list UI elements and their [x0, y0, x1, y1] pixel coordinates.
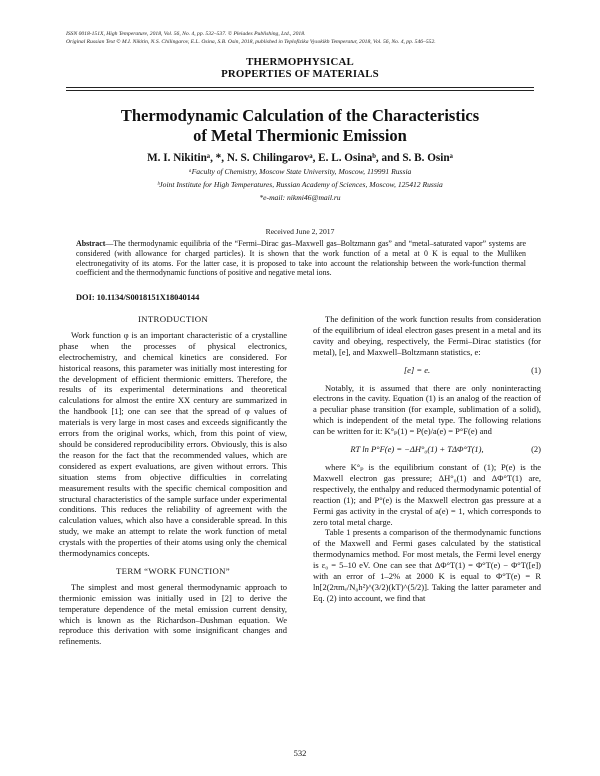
abstract	[76, 239, 526, 278]
where-paragraph: where K°ₚ is the equilibrium constant of (1); P(e) is the Maxwell electron gas pressure; ΔH°₀(1) and ΔΦ°T(1) are, respectively, the enthalpy and reduced thermodynamic potential of reaction (1); and P°(e) is the Maxwell electron gas pressure at a Fermi gas activity in the crystal of a(e) = 1, which corresponds to zero total metal charge.	[313, 461, 541, 527]
table-paragraph: Table 1 presents a comparison of the thermodynamic functions of the Maxwell and Fermi gases calculated by the statistical thermodynamics method. For most metals, the Fermi level energy is ε₀ = 5–10 eV. One can see that ΔΦ°T(1) = Φ°T(e) − Φ°T([e]) with an error of 1–2% at 2000 K is equal to Φ°T(e) = R ln[2(2πmₑ/N₀h²)^(3/2)(kT)^(5/2)]. Taking the latter parameter and Eq. (2) into account, we find that	[313, 527, 541, 603]
affiliation-b: ᵇJoint Institute for High Temperatures, Russian Academy of Sciences, Moscow, 125412 Russia	[157, 180, 443, 189]
section-title-line2: PROPERTIES OF MATERIALS	[221, 67, 379, 80]
paper-title-line2: of Metal Thermionic Emission	[193, 126, 407, 145]
work-function-paragraph: The simplest and most general thermodynamic approach to thermionic emission was initially used in [2] to derive the temperature dependence of the metal emission current density, which is known as the Richardson–Dushman equation. We reproduce this derivation with some insignificant changes and refinements.	[59, 581, 287, 647]
section-rule-bottom	[66, 90, 534, 91]
journal-header-line1: ISSN 0018-151X, High Temperature, 2018, Vol. 56, No. 4, pp. 532–537. © Pleiades Publishing, Ltd., 2018.	[66, 31, 306, 37]
section-title	[0, 57, 600, 80]
equation-1-number: (1)	[531, 364, 541, 375]
equation-1-body: [e] = e.	[403, 364, 431, 375]
journal-header-line2: Original Russian Text © M.I. Nikitin, N.S. Chilingarov, E.L. Osina, S.B. Osin, 2018, published in Teplofizika Vysokikh Temperatur, 2018, Vol. 56, No. 4, pp. 546–552.	[66, 39, 436, 45]
affiliation-a: ᵃFaculty of Chemistry, Moscow State University, Moscow, 119991 Russia	[188, 167, 412, 176]
heading-introduction: INTRODUCTION	[137, 314, 209, 324]
page-number: 532	[293, 748, 307, 758]
paper-title-line1: Thermodynamic Calculation of the Characteristics	[120, 106, 480, 125]
equation-2	[313, 444, 541, 455]
equation-1	[313, 365, 541, 376]
heading-work-function: TERM “WORK FUNCTION”	[116, 565, 230, 576]
equation-2-number: (2)	[531, 444, 541, 455]
equation-2-body: RT ln P°F(e) = −ΔH°₀(1) + TΔΦ°T(1),	[350, 444, 484, 455]
paper-title	[0, 106, 600, 146]
authors: M. I. Nikitinᵃ, *, N. S. Chilingarovᵃ, E. L. Osinaᵇ, and S. B. Osinᵃ	[147, 152, 453, 164]
left-column	[59, 314, 287, 647]
assumption-paragraph: Notably, it is assumed that there are only noninteracting electrons in the cavity. Equation (1) is an analog of the reaction of a peculiar phase transition (for example, sublimation of a solid), which is independent of the metal type. The following relations can be written for it: K°ₚ(1) = P(e)/a(e) = P°F(e) and	[313, 382, 541, 437]
journal-header	[66, 30, 534, 46]
section-rule-top	[66, 87, 534, 88]
intro-paragraph: Work function φ is an important characteristic of a crystalline phase when the processes of physical electronics, electrochemistry, and chemical kinetics are considered. For historical reasons, this parameter was initially most interesting for the development of efficient thermionic emitters. Therefore, the results of its experimental determinations and theoretical calculations for almost the entire XX century are summarized in the handbook [1]; one can see that the spread of φ values of materials is very large in most cases and exceeds significantly the errors from the original works, which, from this point of view, should be considered reproducibility errors. Obviously, this is also the reason for the fact that the recommended values, which are considered as expert evaluations, are given without errors. This situation stems from objective difficulties in correlating measurement results with the specific chemical composition and structural characteristics of the sample surface under experimental conditions. This reduces the reliability of agreement with the calculation values, which also have a considerable spread. In this study, we make an attempt to relate the work function of metal crystals with the properties of their atoms using only the chemical thermodynamics concepts.	[59, 329, 287, 559]
definition-paragraph: The definition of the work function results from consideration of the equilibrium of ideal electron gases present in a metal and its cavity and obeying, respectively, the Fermi–Dirac statistics (for metal), [e], and Maxwell–Boltzmann statistics, e:	[313, 314, 541, 357]
abstract-text: —The thermodynamic equilibria of the “Fermi–Dirac gas–Maxwell gas–Boltzmann gas” and “metal–saturated vapor” systems are considered (with allowance for charged particles). It is shown that the work function of a metal at 0 K is equal to the Mulliken electronegativity of its atoms. For the latter case, it is proposed to take into account the relationship between the work-function thermal coefficient and the thermodynamic functions of positive and negative metal ions.	[76, 239, 526, 278]
right-column	[313, 314, 541, 604]
author-email: *e-mail: nikmi46@mail.ru	[259, 193, 341, 202]
received-date: Received June 2, 2017	[265, 227, 335, 236]
section-title-line1: THERMOPHYSICAL	[246, 56, 354, 68]
doi: DOI: 10.1134/S0018151X18040144	[76, 293, 200, 302]
abstract-label: Abstract	[76, 239, 106, 248]
